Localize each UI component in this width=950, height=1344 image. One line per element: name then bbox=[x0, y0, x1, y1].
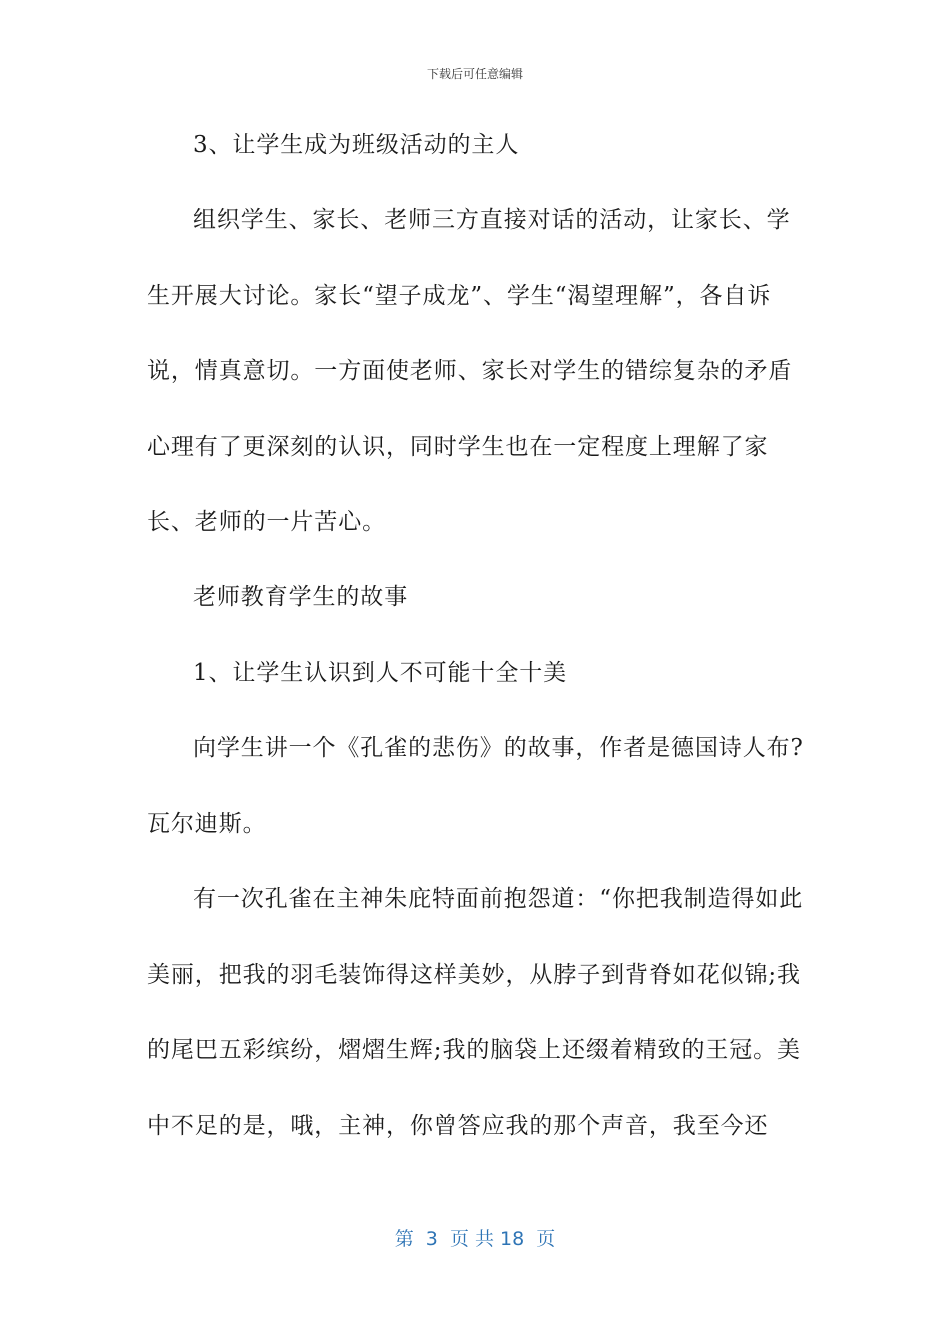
page-header: 下载后可任意编辑 bbox=[426, 67, 523, 81]
paragraph-peacock-intro: 向学生讲一个《孔雀的悲伤》的故事，作者是德国诗人布?瓦尔迪斯。 bbox=[147, 735, 804, 837]
section-heading-1: 1、让学生认识到人不可能十全十美 bbox=[193, 660, 568, 686]
page-number-footer: 第 3 页 共 18 页 bbox=[394, 1228, 556, 1250]
paragraph-peacock-story: 有一次孔雀在主神朱庇特面前抱怨道：“你把我制造得如此美丽，把我的羽毛装饰得这样美妙，从脖子到背脊如花似锦;我的尾巴五彩缤纷，熠熠生辉;我的脑袋上还缀着精致的王冠。美中不足的是，哦，主神，你曾答应我的那个声音，我至今还 bbox=[147, 886, 804, 1139]
section-heading-3: 3、让学生成为班级活动的主人 bbox=[193, 132, 520, 158]
story-title: 老师教育学生的故事 bbox=[193, 584, 409, 610]
paragraph-dialogue-activity: 组织学生、家长、老师三方直接对话的活动，让家长、学生开展大讨论。家长“望子成龙”、学生“渴望理解”，各自诉说，情真意切。一方面使老师、家长对学生的错综复杂的矛盾心理有了更深刻的认识，同时学生也在一定程度上理解了家长、老师的一片苦心。 bbox=[147, 207, 793, 535]
